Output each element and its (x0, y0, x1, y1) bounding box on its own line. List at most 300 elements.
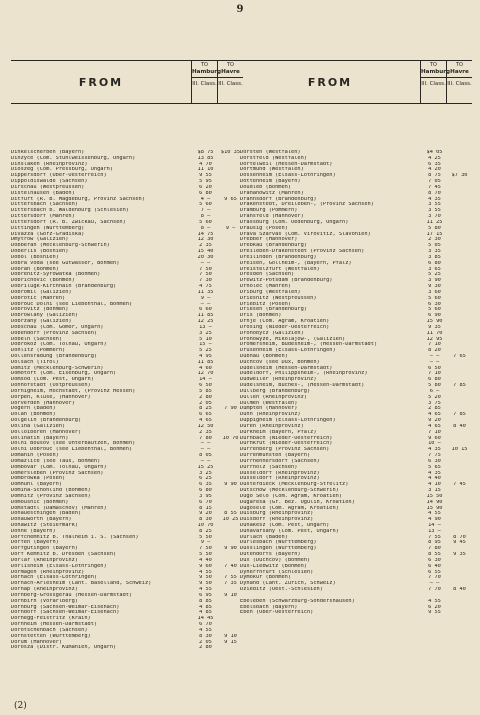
place-name: Dorosza (Distr. Kumanien, Ungarn) (11, 645, 117, 651)
hamburg-rate: $4 05 (426, 150, 443, 155)
hamburg-rate: 3 75 (428, 400, 441, 406)
hamburg-rate: 5 25 (199, 348, 212, 354)
place-name: Dusslingen (Württemberg) (240, 546, 317, 552)
hamburg-rate: 11 85 (197, 359, 214, 365)
hamburg-rate: 6 55 (428, 569, 441, 575)
place-name: Dürnbach (Nieder-Oesterreich) (240, 435, 333, 441)
hamburg-rate: 12 95 (426, 336, 443, 342)
hamburg-rate: 5 50 (199, 552, 212, 558)
hamburg-rate: — — (429, 581, 440, 587)
place-name: Dolina (Galizien) (11, 423, 66, 429)
hamburg-rate: 8 75 (428, 173, 441, 179)
place-name: Dreisen, Göllheim-, (Bayern, Pfalz) (240, 260, 352, 266)
hamburg-rate: — — (429, 359, 440, 365)
place-name: Domersleben (Provinz Sachsen) (11, 470, 104, 476)
hamburg-rate: 8 30 (199, 517, 212, 523)
place-name: Driburg (Westfalen) (240, 289, 301, 295)
hamburg-rate: 15 90 (426, 505, 443, 511)
place-name: Dürrhennersdorf (Sachsen) (240, 458, 320, 464)
hamburg-rate: 9 20 (428, 418, 441, 424)
right-rate-list (240, 150, 472, 616)
place-name: Dunavarsány (Com. Pest, Ungarn) (240, 528, 339, 534)
place-name: Divazza (Görz-Gradiska) (11, 231, 85, 237)
hamburg-rate: 6 30 (428, 557, 441, 563)
place-name: Dobrovitz (Böhmen) (11, 307, 69, 313)
place-name: Düren (Rheinprovinz) (240, 423, 304, 429)
hamburg-rate: 12 30 (197, 237, 214, 243)
hamburg-rate: — — (200, 447, 211, 453)
place-name: Dromersheim, Büdesheim-, (Hessen-Darmstadt) (240, 342, 378, 348)
hamburg-rate: 7 30 (199, 278, 212, 284)
left-column (11, 60, 243, 651)
place-name: Dymokur (Böhmen) (240, 575, 292, 581)
havre-rate: 9 90 (224, 482, 237, 488)
havre-rate (447, 610, 472, 616)
havre-rate: 10 70 (222, 435, 239, 441)
hamburg-rate: 8 55 (428, 552, 441, 558)
havre-rate: 9 10 (224, 633, 237, 639)
hamburg-rate: 2 05 (199, 639, 212, 645)
hamburg-rate: 9 60 (428, 435, 441, 441)
hamburg-rate: 6 30 (428, 301, 441, 307)
havre-rate: 7 85 (453, 412, 466, 418)
havre-rate: 7 90 (224, 406, 237, 412)
hamburg-rate: 14 90 (426, 499, 443, 505)
place-name: Düdelsheim, Büches-, (Hessen-Darmstadt) (240, 383, 365, 389)
from-heading: FROM (78, 75, 124, 89)
place-name: Dömitz (Mecklenburg-Schwerin) (11, 365, 104, 371)
hamburg-rate: 14 45 (197, 616, 214, 622)
left-table-header (11, 60, 243, 104)
place-name: Donaueschingen (Baden) (11, 511, 82, 517)
place-name: Dolloiberen (Hannover) (11, 429, 82, 435)
place-name: Drewitz-Potsdam (Brandenburg) (240, 278, 333, 284)
hamburg-rate: 20 30 (197, 254, 214, 260)
place-name: Dippersdorf (Ober-Oesterreich) (11, 173, 107, 179)
hamburg-rate: 11 70 (426, 330, 443, 336)
hamburg-rate: 4 35 (428, 447, 441, 453)
hamburg-rate: 8 25 (199, 528, 212, 534)
hamburg-rate: 7 45 (428, 184, 441, 190)
hamburg-rate: 5 60 (428, 295, 441, 301)
hamburg-rate: 6 40 (428, 563, 441, 569)
place-name: Dinslaken (Rheinprovinz) (11, 161, 88, 167)
place-name: Diószeg (Com. Pressburg, Ungarn) (11, 167, 114, 173)
hamburg-rate: 10 — (428, 441, 441, 447)
place-name: Dolní Bousov (see Unterbautzen, Böhmen) (11, 441, 136, 447)
place-name: Dresden (Sachsen) (240, 272, 295, 278)
place-name: Domousnic (Böhmen) (11, 499, 69, 505)
place-name: Dörverden (Hannover) (11, 400, 75, 406)
place-name: Döhlitz (Pommern) (11, 348, 66, 354)
hamburg-label: Hamburg (192, 69, 217, 78)
hamburg-rate: 6 30 (428, 458, 441, 464)
place-name: Ebeleben (Schwarzburg-Sondershausen) (240, 598, 355, 604)
place-name: Doberlis (Bosnien) (11, 249, 69, 255)
hamburg-rate: 8 20 (428, 348, 441, 354)
hamburg-rate: 7 50 (199, 272, 212, 278)
havre-rate: 7 65 (453, 353, 466, 359)
hamburg-rate: 6 80 (428, 377, 441, 383)
place-name: Ebelsbach (Bayern) (240, 604, 298, 610)
hamburg-rate: 7 80 (199, 435, 212, 441)
place-name: Dobendorf (Provinz Sachsen) (11, 330, 98, 336)
havre-label: Havre (447, 69, 472, 78)
hamburg-rate: 4 55 (428, 598, 441, 604)
place-name: Domina-Schönlind (Böhmen) (11, 488, 91, 494)
place-name: Dorfchemnitz b. Thalheim i. S. (Sachsen) (11, 534, 139, 540)
hamburg-rate: 6 20 (199, 184, 212, 190)
hamburg-rate: 5 05 (428, 243, 441, 249)
place-name: Dorlisheim (Elsass-Lothringen) (11, 563, 107, 569)
place-name: Drholec (Mähren) (240, 284, 292, 290)
hamburg-rate: 12 70 (197, 371, 214, 377)
hamburg-rate: 10 70 (197, 523, 214, 528)
hamburg-rate: 14 — (428, 523, 441, 528)
right-table-header (240, 60, 472, 104)
hamburg-rate: 4 95 (199, 353, 212, 359)
place-name: Dreilinden (Brandenburg) (240, 254, 317, 260)
place-name: Dornach (Elsass-Lothringen) (11, 575, 98, 581)
place-name: Dittersdorf (R. B. Zwickau, Sachsen) (11, 219, 126, 225)
place-name: Dobrowlany (Galizien) (11, 313, 78, 319)
hamburg-rate: 11 35 (197, 289, 214, 295)
place-name: Dürrholz (Sachsen) (240, 464, 298, 470)
place-name: Drahanowitz (Mähren) (240, 190, 304, 196)
place-name: Dornach-Arlesheim (Cant. Baselland, Schweiz) (11, 581, 152, 587)
hamburg-rate: 7 — (200, 208, 211, 214)
havre-rate: 8 70 (453, 534, 466, 540)
hamburg-rate: 4 25 (428, 155, 441, 161)
place-name: Dormagen (Rheinprovinz) (11, 569, 85, 575)
hamburg-rate: 13 — (428, 528, 441, 534)
hamburg-rate: 4 40 (199, 557, 212, 563)
place-name: Dobschau (Com. Gömör, Ungarn) (11, 324, 104, 330)
place-name: Dzieditz (Oest.-Schlesien) (240, 587, 323, 593)
hamburg-rate: 9 60 (199, 563, 212, 569)
place-name: Dramburg (Pommern) (240, 208, 298, 214)
hamburg-rate: 4 65 (199, 418, 212, 424)
hamburg-rate: 7 10 (428, 429, 441, 435)
place-name: Dux-Liebwitz (Böhmen) (240, 563, 307, 569)
place-name: Dorf Kemnitz b. Dresden (Sachsen) (11, 552, 117, 558)
class-label: III. Class. (447, 80, 472, 87)
place-name: Dornstetten (Württemberg) (11, 633, 91, 639)
place-name: Dransfeld (Hannover) (240, 214, 304, 220)
place-name: Dortelweil (Hessen-Darmstadt) (240, 161, 333, 167)
hamburg-rate: 11 10 (197, 167, 214, 173)
place-name: Dudeldorf, Philippsheim-, (Rheinprovinz) (240, 371, 368, 377)
place-name: Donauwörth (Bayern) (11, 517, 72, 523)
hamburg-rate: 4 55 (199, 627, 212, 633)
hamburg-rate: 2 35 (199, 429, 212, 435)
place-name: Dreileben-Drakenstedt (Provinz Sachsen) (240, 249, 365, 255)
place-name: Dornberg-Grossgerau (Hessen-Darmstadt) (11, 592, 133, 598)
hamburg-rate: 3 65 (428, 266, 441, 272)
hamburg-rate: 15 50 (426, 493, 443, 499)
hamburg-rate: 6 20 (428, 604, 441, 610)
havre-rate: 9 45 (453, 540, 466, 546)
hamburg-rate: 4 55 (199, 569, 212, 575)
hamburg-rate: 3 35 (428, 249, 441, 255)
hamburg-rate: 8 — (200, 214, 211, 220)
place-name: Dugosele (Com. Agram, Kroatien) (240, 505, 339, 511)
place-name: Drohobycz (Galizien) (240, 330, 304, 336)
havre-rate: 9 65 (224, 196, 237, 202)
hamburg-rate: 6 70 (199, 499, 212, 505)
place-name: Drusenheim (Elsass-Lothringen) (240, 348, 336, 354)
hamburg-rate: 8 30 (199, 633, 212, 639)
hamburg-rate: 8 15 (199, 505, 212, 511)
place-name: Dömötört (Com. Eisenburg, Ungarn) (11, 371, 117, 377)
hamburg-rate: 4 65 (428, 423, 441, 429)
place-name: Drnje (Com. Agram, Kroatien) (240, 319, 330, 325)
place-name: Dogern (Baden) (11, 406, 56, 412)
hamburg-rate: 5 25 (428, 272, 441, 278)
place-name: Drassburg (Com. Oedenburg, Ungarn) (240, 219, 349, 225)
hamburg-rate: — — (429, 353, 440, 359)
place-name: Drausig (Posen) (240, 225, 288, 231)
place-name: Döbrököz (Com. Tolnau, Ungarn) (11, 342, 107, 348)
place-name: Dornap (Rheinprovinz) (11, 587, 78, 593)
place-name: Duisburg (Rheinprovinz) (240, 511, 314, 517)
place-name: Dorstfeld (Westfalen) (240, 155, 307, 161)
place-name: Dittersbach (Sachsen) (11, 202, 78, 208)
hamburg-rate: 9 35 (428, 324, 441, 330)
hamburg-rate: 9 — (200, 295, 211, 301)
hamburg-rate: 7 50 (199, 546, 212, 552)
place-name: Dornburg (Sachsen-Weimar-Eisenach) (11, 604, 120, 610)
place-name: Dörnigheim, Hochstadt, (Provinz Hessen) (11, 388, 136, 394)
place-name: Döbeln (Sachsen) (11, 336, 63, 342)
hamburg-rate: 4 90 (428, 517, 441, 523)
hamburg-rate: 7 05 (428, 179, 441, 185)
place-name: Dinkelscherben (Bayern) (11, 150, 85, 155)
place-name: Dugo Selo (Com. Agram, Kroatien) (240, 493, 343, 499)
hamburg-rate-heading (420, 61, 451, 103)
place-name: Dorum (Hannover) (11, 639, 63, 645)
hamburg-rate: 4 35 (428, 196, 441, 202)
hamburg-rate: 8 95 (428, 540, 441, 546)
hamburg-rate: 9 50 (199, 581, 212, 587)
havre-rate: 10 15 (451, 447, 468, 453)
havre-rate: 8 55 (224, 511, 237, 517)
place-name: Dux (Duchcov) (Böhmen) (240, 557, 311, 563)
hamburg-rate: 4 85 (199, 610, 212, 616)
place-name: Dobran (Böhmen) (11, 266, 59, 272)
hamburg-rate: 3 70 (428, 214, 441, 220)
hamburg-rate: 7 75 (428, 453, 441, 459)
hamburg-rate: — — (200, 441, 211, 447)
hamburg-rate: 3 90 (428, 278, 441, 284)
place-name: Dřis (Böhmen) (240, 313, 282, 319)
hamburg-rate: 6 — (429, 388, 440, 394)
hamburg-rate: 6 80 (428, 260, 441, 266)
hamburg-rate: 5 85 (199, 388, 212, 394)
place-name: Dyherrnfurt (Schlesien) (240, 569, 314, 575)
hamburg-rate: 8 70 (428, 190, 441, 196)
to-label: TO (201, 62, 208, 68)
hamburg-rate: 12 50 (197, 423, 214, 429)
place-name: Dippoldiswalde (Sachsen) (11, 179, 88, 185)
hamburg-rate: 4 60 (199, 365, 212, 371)
place-name: Dornheim (Hessen-Darmstadt) (11, 622, 98, 628)
hamburg-rate: 5 65 (428, 464, 441, 470)
hamburg-rate: 9 55 (428, 610, 441, 616)
hamburg-rate: 3 25 (199, 470, 212, 476)
place-name: Dolgelin (Brandenburg) (11, 418, 82, 424)
hamburg-rate: 5 60 (428, 307, 441, 313)
place-name: Ditfurt (R. B. Magdeburg, Provinz Sachsen) (11, 196, 145, 202)
place-name: Dorotschenbach (Sachsen) (11, 627, 88, 633)
hamburg-rate: 4 75 (199, 284, 212, 290)
hamburg-rate: 6 50 (199, 383, 212, 389)
havre-rate: 7 85 (453, 383, 466, 389)
hamburg-rate: 6 35 (199, 482, 212, 488)
hamburg-rate: 7 10 (428, 342, 441, 348)
place-name: Dobromil (Galizien) (11, 289, 72, 295)
place-name: Distelhausen (Baden) (11, 190, 75, 196)
havre-rate: 7 35 (224, 581, 237, 587)
place-name: Dottenheim (Bayern) (240, 179, 301, 185)
place-name: Donne (Bayern) (11, 528, 56, 534)
hamburg-rate: 15 40 (197, 249, 214, 255)
class-label: III. Class. (218, 80, 243, 87)
place-name: Donawitz (Steiermark) (11, 523, 78, 528)
rate-row (240, 610, 472, 616)
place-name: Dinzyce (Com. Stuhlweissenburg, Ungarn) (11, 155, 136, 161)
place-name: Domnitz (Provinz Sachsen) (11, 493, 91, 499)
right-column (240, 60, 472, 616)
place-name: Dobrouč Dolní (see Liebenthal, Böhmen) (11, 301, 133, 307)
place-name: Drava Szarvas (Com. Virovitiz, Slavonien) (240, 231, 371, 237)
place-name: Drösing (Nieder-Oesterreich) (240, 324, 330, 330)
hamburg-rate: — — (200, 260, 211, 266)
hamburg-rate: 6 35 (428, 161, 441, 167)
hamburg-rate: 15 25 (197, 464, 214, 470)
place-name: Dürrenberg (Provinz Sachsen) (240, 447, 330, 453)
place-name: Durlesbach (Württemberg) (240, 540, 317, 546)
place-name: Dobol (Bosnien) (11, 254, 59, 260)
place-name: Dobřichovic (Böhmen) (11, 278, 75, 284)
hamburg-rate: 4 70 (199, 161, 212, 167)
hamburg-rate: 9 50 (199, 575, 212, 581)
hamburg-rate: 5 20 (428, 394, 441, 400)
hamburg-rate: 7 70 (428, 587, 441, 593)
place-name: Dutendorfs (Bayern) (240, 552, 301, 558)
hamburg-rate-heading (191, 61, 222, 103)
place-name: Düsseldorf (Rheinprovinz) (240, 470, 320, 476)
hamburg-rate: 3 15 (428, 488, 441, 494)
place-name: Driebitz (Posen) (240, 301, 292, 307)
havre-rate: 8 40 (453, 587, 466, 593)
havre-rate: 7 40 (224, 563, 237, 569)
to-label: TO (430, 62, 437, 68)
hamburg-rate: 8 25 (199, 406, 212, 412)
place-name: Dudelsheim (Hessen-Darmstadt) (240, 365, 333, 371)
footer-mark: (2) (14, 701, 27, 711)
place-name: Dorndorf (Sachsen-Weimar-Eisenach) (11, 610, 120, 616)
hamburg-rate: 15 — (199, 342, 212, 348)
place-name: Dornbirn (Vorarlberg) (11, 598, 78, 604)
place-name: Dürkheim (Bayern, Pfalz) (240, 429, 317, 435)
hamburg-rate: 4 35 (428, 470, 441, 476)
havre-rate: 7 45 (453, 482, 466, 488)
place-name: Dombovar (Com. Tolnau, Ungarn) (11, 464, 107, 470)
place-name: Dürrenmünsten (Bayern) (240, 453, 311, 459)
hamburg-rate: 13 — (199, 324, 212, 330)
place-name: Dürnkrut (Nieder-Oesterreich) (240, 441, 333, 447)
hamburg-rate: 14 — (199, 377, 212, 383)
place-name: Düsterdieck (Mecklenburg-Strelitz) (240, 482, 349, 488)
havre-rate-heading (446, 61, 472, 103)
place-name: Eben (Ober-Oesterreich) (240, 610, 314, 616)
hamburg-rate: 15 90 (426, 319, 443, 325)
havre-rate: 9 15 (224, 639, 237, 645)
hamburg-rate: 6 25 (199, 476, 212, 482)
place-name: Duchcov (see Dux, Böhmen) (240, 359, 320, 365)
havre-rate: 7 55 (224, 575, 237, 581)
hamburg-rate: 6 90 (428, 313, 441, 319)
place-name: Dobrilugk-Kirchhain (Brandenburg) (11, 284, 117, 290)
from-heading: FROM (307, 75, 353, 89)
hamburg-rate: 9 — (200, 540, 211, 546)
havre-rate: $10 35 (220, 150, 241, 155)
hamburg-rate: 4 10 (428, 482, 441, 488)
place-name: Domhühl (Bayern) (11, 482, 63, 488)
hamburg-rate: 2 80 (199, 394, 212, 400)
place-name: Düppigheim (Elsass-Lothringen) (240, 418, 336, 424)
hamburg-rate: 8 — (200, 225, 211, 231)
place-name: Durlach (Baden) (240, 534, 288, 540)
havre-label: Havre (218, 69, 243, 78)
hamburg-rate: 9 30 (428, 284, 441, 290)
hamburg-rate: 3 25 (199, 330, 212, 336)
place-name: Dobra voda (see Gutwasser, Böhmen) (11, 260, 120, 266)
place-name: Dütschow (Mecklenburg-Schwerin) (240, 488, 339, 494)
place-name: Dittersbach b. Waldenburg (Schlesien) (11, 208, 129, 214)
hamburg-rate: $8 75 (197, 150, 214, 155)
place-name: Dömsöd (Com. Pest, Ungarn) (11, 377, 94, 383)
hamburg-rate: 2 35 (199, 243, 212, 249)
hamburg-rate: 2 80 (199, 645, 212, 651)
place-name: Dolan (Böhmen) (11, 412, 56, 418)
hamburg-rate: 5 60 (199, 202, 212, 208)
hamburg-rate: 5 80 (428, 225, 441, 231)
place-name: Dobrotic (Mähren) (11, 295, 66, 301)
place-name: Dyhand (Cant. Zürich, Schweiz) (240, 581, 336, 587)
place-name: Domstadtl (Damaschov) (Mähren) (11, 505, 107, 511)
hamburg-rate: 3 55 (428, 202, 441, 208)
place-name: Dudweiler (Rheinprovinz) (240, 377, 317, 383)
hamburg-rate: 6 80 (199, 190, 212, 196)
rate-row (11, 645, 243, 651)
place-name: Dombrowka (Posen) (11, 476, 66, 482)
place-name: Dobberan (Mecklenburg-Schwerin) (11, 243, 110, 249)
place-name: Drebber (Hannover) (240, 237, 298, 243)
place-name: Dolinatin (Bayern) (11, 435, 69, 441)
place-name: Dorfen (Bayern) (11, 540, 59, 546)
hamburg-rate: 9 55 (199, 173, 212, 179)
havre-rate: 9 90 (224, 546, 237, 552)
class-label: III. Class. (192, 80, 217, 87)
class-label: III. Class. (421, 80, 446, 87)
hamburg-rate: 8 85 (199, 598, 212, 604)
place-name: Düllberg (Brandenburg) (240, 388, 311, 394)
place-name: Drakenstedt, Dreileben-, (Provinz Sachsen) (240, 202, 374, 208)
place-name: Dobrzany (Galizien) (11, 319, 72, 325)
place-name: Dirschau (Westpreussen) (11, 184, 85, 190)
